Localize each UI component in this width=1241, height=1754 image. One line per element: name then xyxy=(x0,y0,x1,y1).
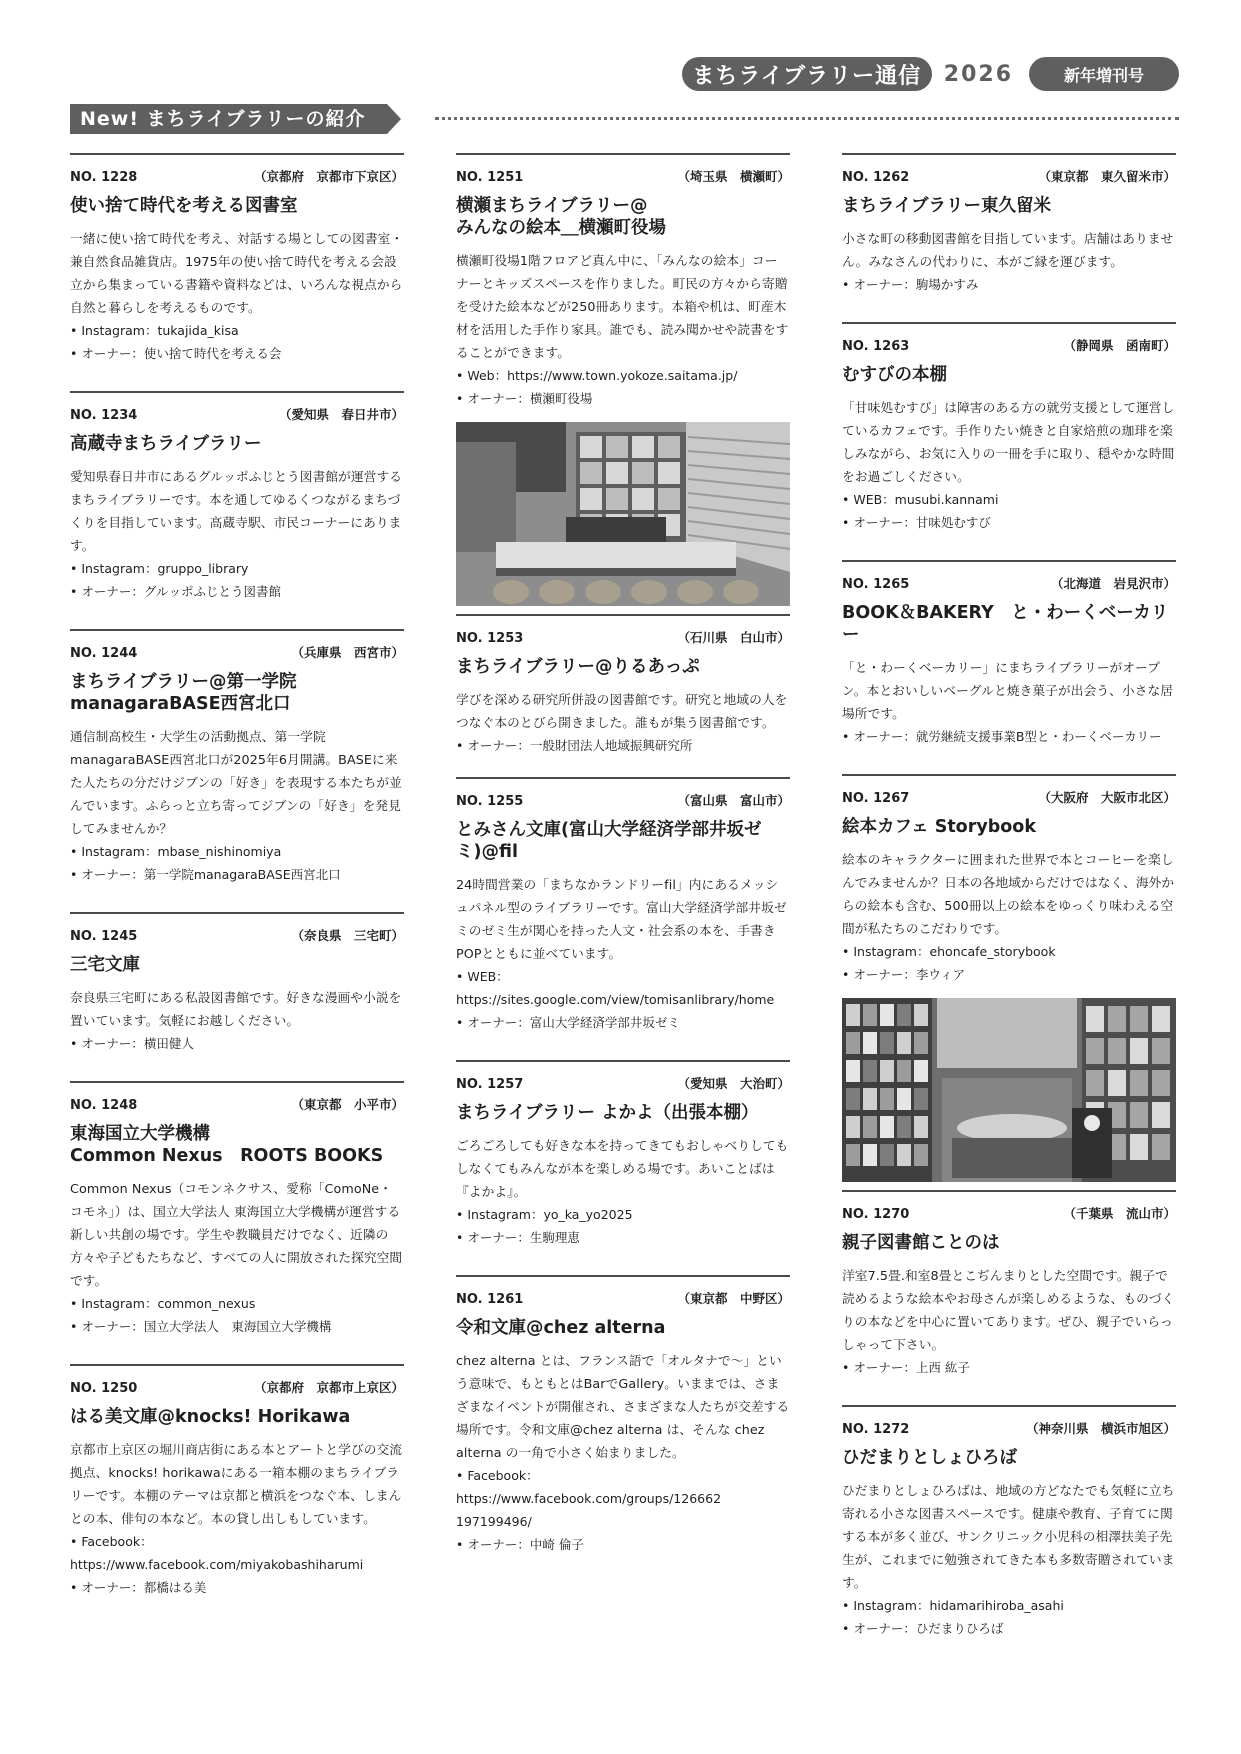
entry-title: 使い捨て時代を考える図書室 xyxy=(70,196,298,216)
entry-header xyxy=(456,791,790,809)
entry-detail: • オーナー：グルッポふじとう図書館 xyxy=(70,584,281,599)
entry-detail: • オーナー：生駒理恵 xyxy=(456,1230,580,1245)
entry-title: 親子図書館ことのは xyxy=(842,1233,1000,1253)
entry-location: （富山県 富山市） xyxy=(677,793,790,808)
entry-detail: • オーナー：中崎 倫子 xyxy=(456,1537,584,1552)
entry-description: 一緒に使い捨て時代を考え、対話する場としての図書室・兼自然食品雑貨店。1975年の使い捨て時代を考える会設立から集まっている書籍や資料などは、いろんな視点から自然と暮らしを考えるものです。 xyxy=(70,231,404,315)
entry-detail: • オーナー：就労継続支援事業B型と・わーくベーカリー xyxy=(842,729,1162,744)
entry-header xyxy=(842,574,1176,592)
entry-detail: 197199496/ xyxy=(456,1514,532,1529)
entry-description: 「と・わーくベーカリー」にまちライブラリーがオープン。本とおいしいベーグルと焼き菓子が出会う、小さな居場所です。 xyxy=(842,660,1174,721)
entry-title: 令和文庫@chez alterna xyxy=(456,1318,666,1338)
entry-title: まちライブラリー@りるあっぷ xyxy=(456,657,700,677)
entry-description: 洋室7.5畳.和室8畳とこぢんまりとした空間です。親子で読めるような絵本やお母さんが楽しめるような、ものづくりの本などを中心に置いてあります。ぜひ、親子でいらっしゃって下さい。 xyxy=(842,1268,1175,1352)
entry-detail: • オーナー：都橋はる美 xyxy=(70,1580,207,1595)
entry-detail: • オーナー：横瀬町役場 xyxy=(456,391,593,406)
entry-number: NO. 1244 xyxy=(70,646,138,661)
column-1 xyxy=(70,153,404,1599)
entry-detail: • オーナー：富山大学経済学部井坂ゼミ xyxy=(456,1015,680,1030)
entry-detail: • Instagram：mbase_nishinomiya xyxy=(70,844,282,859)
entry-header xyxy=(70,1095,404,1113)
entry-detail: • オーナー：国立大学法人 東海国立大学機構 xyxy=(70,1319,332,1334)
entry-number: NO. 1263 xyxy=(842,339,910,354)
entry-description: chez alterna とは、フランス語で「オルタナで〜」という意味で、もともとはBarでGallery。いままでは、さまざまなイベントが開催され、さまざまな人たちが交差する場所です。令和文庫@chez alterna は、そんな chez alterna の一角で小さく始まりました。 xyxy=(456,1353,790,1460)
entry-number: NO. 1250 xyxy=(70,1381,138,1396)
entry-number: NO. 1265 xyxy=(842,577,910,592)
entry-header xyxy=(456,628,790,646)
entry-header xyxy=(70,1378,404,1396)
entry-number: NO. 1270 xyxy=(842,1207,910,1222)
entry-detail: • Facebook： xyxy=(70,1534,153,1549)
masthead xyxy=(682,57,1179,91)
entry-title: 絵本カフェ Storybook xyxy=(842,817,1036,837)
library-entry xyxy=(70,1081,404,1338)
entry-description: 横瀬町役場1階フロアど真ん中に、「みんなの絵本」コーナーとキッズスペースを作りました。町民の方々から寄贈を受けた絵本などが250冊あります。本箱や机は、町産木材を活用した手作り家具。誰でも、読み聞かせや読書をすることができます。 xyxy=(456,253,789,360)
library-entry xyxy=(70,629,404,886)
entry-location: （東京都 東久留米市） xyxy=(1038,169,1176,184)
entry-detail: • オーナー：ひだまりひろば xyxy=(842,1621,1004,1636)
entry-location: （静岡県 函南町） xyxy=(1063,338,1176,353)
entry-detail: • Instagram：ehoncafe_storybook xyxy=(842,944,1056,959)
entry-description: 通信制高校生・大学生の活動拠点、第一学院managaraBASE西宮北口が2025年6月開講。BASEに来た人たちの分だけジブンの「好き」を表現する本たちが並んでいます。ふらっと立ち寄ってジブンの「好き」を発見してみませんか？ xyxy=(70,729,402,836)
entry-number: NO. 1228 xyxy=(70,170,138,185)
entry-detail: • オーナー：駒場かすみ xyxy=(842,277,979,292)
entry-number: NO. 1253 xyxy=(456,631,524,646)
entry-number: NO. 1267 xyxy=(842,791,910,806)
entry-title: 三宅文庫 xyxy=(70,955,140,975)
entry-location: （東京都 中野区） xyxy=(677,1291,790,1306)
entry-location: （大阪府 大阪市北区） xyxy=(1038,790,1176,805)
entry-title: とみさん文庫(富山大学経済学部井坂ゼミ)@fil xyxy=(456,820,762,862)
entry-detail: https://www.facebook.com/groups/126662 xyxy=(456,1491,722,1506)
library-entry xyxy=(456,1275,790,1556)
entry-number: NO. 1234 xyxy=(70,408,138,423)
entry-photo xyxy=(456,422,790,606)
cafe-interior-photo xyxy=(842,998,1176,1182)
entry-header xyxy=(456,167,790,185)
entry-location: （千葉県 流山市） xyxy=(1063,1206,1176,1221)
entry-detail: • WEB： xyxy=(456,969,509,984)
section-title: New! まちライブラリーの紹介 xyxy=(70,104,387,134)
entry-description: 「甘味処むすび」は障害のある方の就労支援として運営しているカフェです。手作りたい焼きと自家焙煎の珈琲を楽しみながら、お気に入りの一冊を手に取り、穏やかな時間をお過ごしください。 xyxy=(842,400,1175,484)
entry-number: NO. 1245 xyxy=(70,929,138,944)
library-entry xyxy=(456,153,790,606)
entry-location: （奈良県 三宅町） xyxy=(291,928,404,943)
entry-location: （石川県 白山市） xyxy=(677,630,790,645)
entry-description: ごろごろしても好きな本を持ってきてもおしゃべりしてもしなくてもみんなが本を楽しめる場です。あいことばは『よかよ』。 xyxy=(456,1138,789,1199)
library-entry xyxy=(70,153,404,365)
entry-location: （埼玉県 横瀬町） xyxy=(677,169,790,184)
entry-location: （兵庫県 西宮市） xyxy=(291,645,404,660)
entry-detail: • オーナー：使い捨て時代を考える会 xyxy=(70,346,282,361)
entry-header xyxy=(456,1289,790,1307)
library-entry xyxy=(842,774,1176,1182)
column-3 xyxy=(842,153,1176,1640)
entry-header xyxy=(842,1204,1176,1222)
section-header xyxy=(70,104,387,134)
entry-detail: https://sites.google.com/view/tomisanlibrary/home xyxy=(456,992,775,1007)
library-entry xyxy=(842,1190,1176,1379)
issue-badge: 新年増刊号 xyxy=(1029,57,1179,91)
entry-number: NO. 1261 xyxy=(456,1292,524,1307)
library-entry xyxy=(842,1405,1176,1640)
entry-detail: • オーナー：一般財団法人地域振興研究所 xyxy=(456,738,693,753)
entry-location: （愛知県 春日井市） xyxy=(278,407,404,422)
entry-location: （北海道 岩見沢市） xyxy=(1050,576,1176,591)
entry-location: （京都府 京都市下京区） xyxy=(253,169,404,184)
entry-location: （東京都 小平市） xyxy=(291,1097,404,1112)
column-2 xyxy=(456,153,790,1556)
entry-detail: • Instagram：hidamarihiroba_asahi xyxy=(842,1598,1064,1613)
dotted-divider xyxy=(435,117,1179,120)
entry-title: 東海国立大学機構 Common Nexus ROOTS BOOKS xyxy=(70,1124,384,1166)
entry-detail: • オーナー：李ウィア xyxy=(842,967,966,982)
entry-location: （愛知県 大治町） xyxy=(677,1076,790,1091)
entry-detail: • オーナー：甘味処むすび xyxy=(842,515,991,530)
entry-description: 絵本のキャラクターに囲まれた世界で本とコーヒーを楽しんでみませんか？日本の各地域からだけではなく、海外からの絵本も含む、500冊以上の絵本をゆっくり味わえる空間が私たちのこだわりです。 xyxy=(842,852,1175,936)
entry-detail: • WEB：musubi.kannami xyxy=(842,492,999,507)
library-entry xyxy=(70,912,404,1055)
entry-title: ひだまりとしょひろば xyxy=(842,1448,1017,1468)
entry-number: NO. 1251 xyxy=(456,170,524,185)
library-entry xyxy=(70,1364,404,1599)
entry-description: 小さな町の移動図書館を目指しています。店舗はありません。みなさんの代わりに、本がご縁を運びます。 xyxy=(842,231,1174,269)
entry-description: ひだまりとしょひろばは、地域の方どなたでも気軽に立ち寄れる小さな図書スペースです。健康や教育、子育てに関する本が多く並び、サンクリニック小児科の相澤扶美子先生が、これまでに勉強されてきた本も多数寄贈されています。 xyxy=(842,1483,1175,1590)
library-entry xyxy=(456,1060,790,1249)
entry-detail: • オーナー：第一学院managaraBASE西宮北口 xyxy=(70,867,341,882)
newsletter-title: まちライブラリー通信 xyxy=(682,57,932,91)
entry-header xyxy=(842,336,1176,354)
entry-description: 24時間営業の「まちなかランドリーfil」内にあるメッシュパネル型のライブラリーです。富山大学経済学部井坂ゼミのゼミ生が関心を持った人文・社会系の本を、手書きPOPとともに並べています。 xyxy=(456,877,787,961)
entry-title: まちライブラリー東久留米 xyxy=(842,196,1051,216)
entry-location: （京都府 京都市上京区） xyxy=(253,1380,404,1395)
entry-title: はる美文庫@knocks! Horikawa xyxy=(70,1407,351,1427)
entry-header xyxy=(70,643,404,661)
entry-description: 愛知県春日井市にあるグルッポふじとう図書館が運営するまちライブラリーです。本を通してゆるくつながるまちづくりを目指しています。高蔵寺駅、市民コーナーにあります。 xyxy=(70,469,403,553)
entry-header xyxy=(842,167,1176,185)
library-entry xyxy=(842,322,1176,534)
entry-number: NO. 1272 xyxy=(842,1422,910,1437)
entry-description: Common Nexus（コモンネクサス、愛称「ComoNe・コモネ」）は、国立大学法人 東海国立大学機構が運営する新しい共創の場です。学生や教職員だけでなく、近隣の方々や子どもたちなど、すべての人に開放された探究空間です。 xyxy=(70,1181,403,1288)
entry-header xyxy=(70,167,404,185)
entry-number: NO. 1257 xyxy=(456,1077,524,1092)
library-entry xyxy=(842,153,1176,296)
entry-title: むすびの本棚 xyxy=(842,365,947,385)
entry-photo xyxy=(842,998,1176,1182)
library-entry xyxy=(842,560,1176,748)
entry-detail: • Instagram：tukajida_kisa xyxy=(70,323,239,338)
entry-title: BOOK＆BAKERY と・わーくベーカリー xyxy=(842,603,1169,645)
entry-number: NO. 1262 xyxy=(842,170,910,185)
entry-number: NO. 1248 xyxy=(70,1098,138,1113)
entry-detail: https://www.facebook.com/miyakobashiharumi xyxy=(70,1557,364,1572)
entry-header xyxy=(842,1419,1176,1437)
entry-header xyxy=(456,1074,790,1092)
entry-header xyxy=(842,788,1176,806)
issue-year: 2026 xyxy=(943,61,1013,87)
library-entry xyxy=(456,614,790,757)
entry-detail: • Facebook： xyxy=(456,1468,539,1483)
entry-header xyxy=(70,926,404,944)
library-interior-photo xyxy=(456,422,790,606)
entry-description: 京都市上京区の堀川商店街にある本とアートと学びの交流拠点、knocks! horikawaにある一箱本棚のまちライブラリーです。本棚のテーマは京都と横浜をつなぐ本、しまんとの本、俳句の本など。本の貸し出しもしています。 xyxy=(70,1442,403,1526)
library-entry xyxy=(456,777,790,1034)
entry-title: 横瀬まちライブラリー@ みんなの絵本＿横瀬町役場 xyxy=(456,196,666,238)
entry-number: NO. 1255 xyxy=(456,794,524,809)
entry-detail: • Web：https://www.town.yokoze.saitama.jp/ xyxy=(456,368,738,383)
entry-description: 学びを深める研究所併設の図書館です。研究と地域の人をつなぐ本のとびら開きました。誰もが集う図書館です。 xyxy=(456,692,788,730)
entry-title: 高蔵寺まちライブラリー xyxy=(70,434,262,454)
entry-title: まちライブラリー@第一学院 managaraBASE西宮北口 xyxy=(70,672,297,714)
library-entry xyxy=(70,391,404,603)
entry-detail: • オーナー：横田健人 xyxy=(70,1036,194,1051)
entry-detail: • Instagram：yo_ka_yo2025 xyxy=(456,1207,633,1222)
entry-description: 奈良県三宅町にある私設図書館です。好きな漫画や小説を置いています。気軽にお越しください。 xyxy=(70,990,402,1028)
entry-title: まちライブラリー よかよ（出張本棚） xyxy=(456,1103,759,1123)
entry-header xyxy=(70,405,404,423)
entry-location: （神奈川県 横浜市旭区） xyxy=(1025,1421,1176,1436)
entry-detail: • オーナー：上西 紘子 xyxy=(842,1360,970,1375)
entry-detail: • Instagram：gruppo_library xyxy=(70,561,249,576)
entry-detail: • Instagram：common_nexus xyxy=(70,1296,256,1311)
